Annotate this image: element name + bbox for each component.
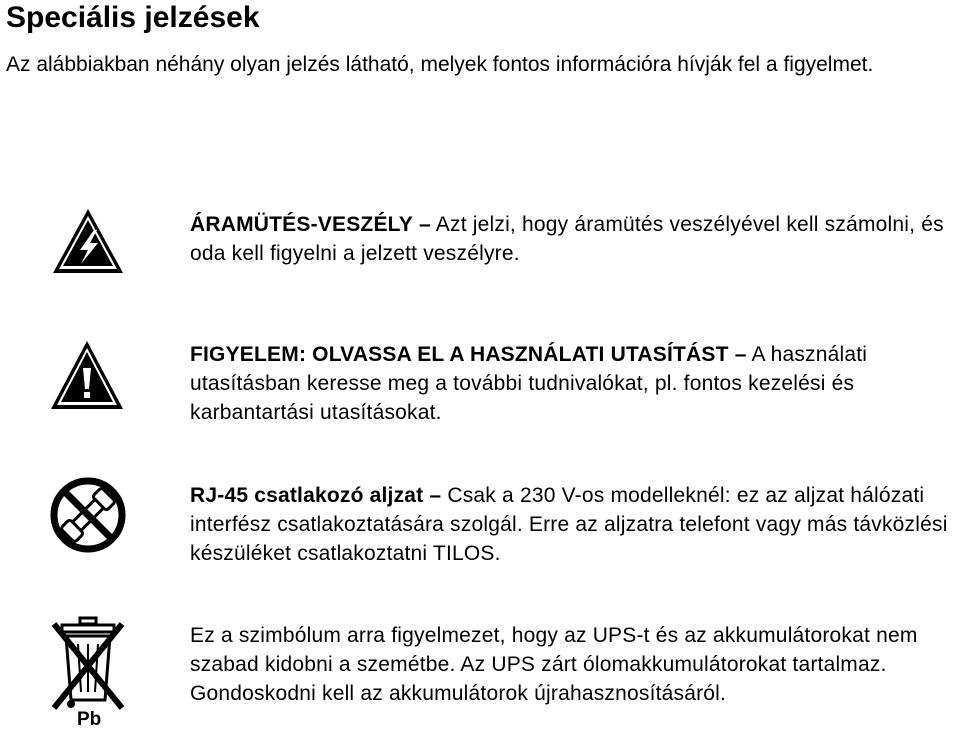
- notice-dash: –: [734, 343, 747, 366]
- page-title: Speciális jelzések: [6, 1, 260, 34]
- notice-dash: –: [429, 484, 442, 507]
- exclamation-warning-icon: [48, 338, 126, 412]
- notice-heading: ÁRAMÜTÉS-VESZÉLY: [190, 213, 413, 236]
- notice-body: Azt jelzi, hogy áramütés veszélyével kell számolni, és oda kell figyelni a jelzett veszélyre.: [190, 213, 944, 265]
- notice-heading: RJ-45 csatlakozó aljzat: [190, 484, 424, 507]
- notice-rj45: [190, 481, 958, 568]
- crossed-out-bin-icon: [50, 616, 126, 734]
- notice-read-instructions: [190, 340, 950, 427]
- pb-label: Pb: [77, 709, 102, 730]
- notice-body: Csak a 230 V-os modelleknél: ez az aljzat hálózati interfész csatlakoztatására szolgál. Erre az aljzatra telefont vagy más távközlési készüléket csatlakoztatni TILOS.: [190, 484, 948, 565]
- notice-body: Ez a szimbólum arra figyelmezet, hogy az UPS-t és az akkumulátorokat nem szabad kidobni a szemétbe. Az UPS zárt ólomakkumulátorokat tartalmaz. Gondoskodni kell az akkumulátorok újrahasznosításáról.: [190, 624, 918, 705]
- notice-electric-shock: [190, 210, 950, 268]
- notice-heading: FIGYELEM: OLVASSA EL A HASZNÁLATI UTASÍTÁST: [190, 343, 729, 366]
- intro-paragraph: Az alábbiakban néhány olyan jelzés látható, melyek fontos információra hívják fel a figyelmet.: [6, 53, 874, 76]
- electric-shock-warning-icon: [50, 206, 126, 276]
- notice-battery-disposal: [190, 621, 958, 708]
- notice-body: A használati utasításban keresse meg a további tudnivalókat, pl. fontos kezelési és karbantartási utasításokat.: [190, 343, 868, 424]
- no-telephone-icon: [48, 475, 128, 555]
- notice-dash: –: [419, 213, 431, 236]
